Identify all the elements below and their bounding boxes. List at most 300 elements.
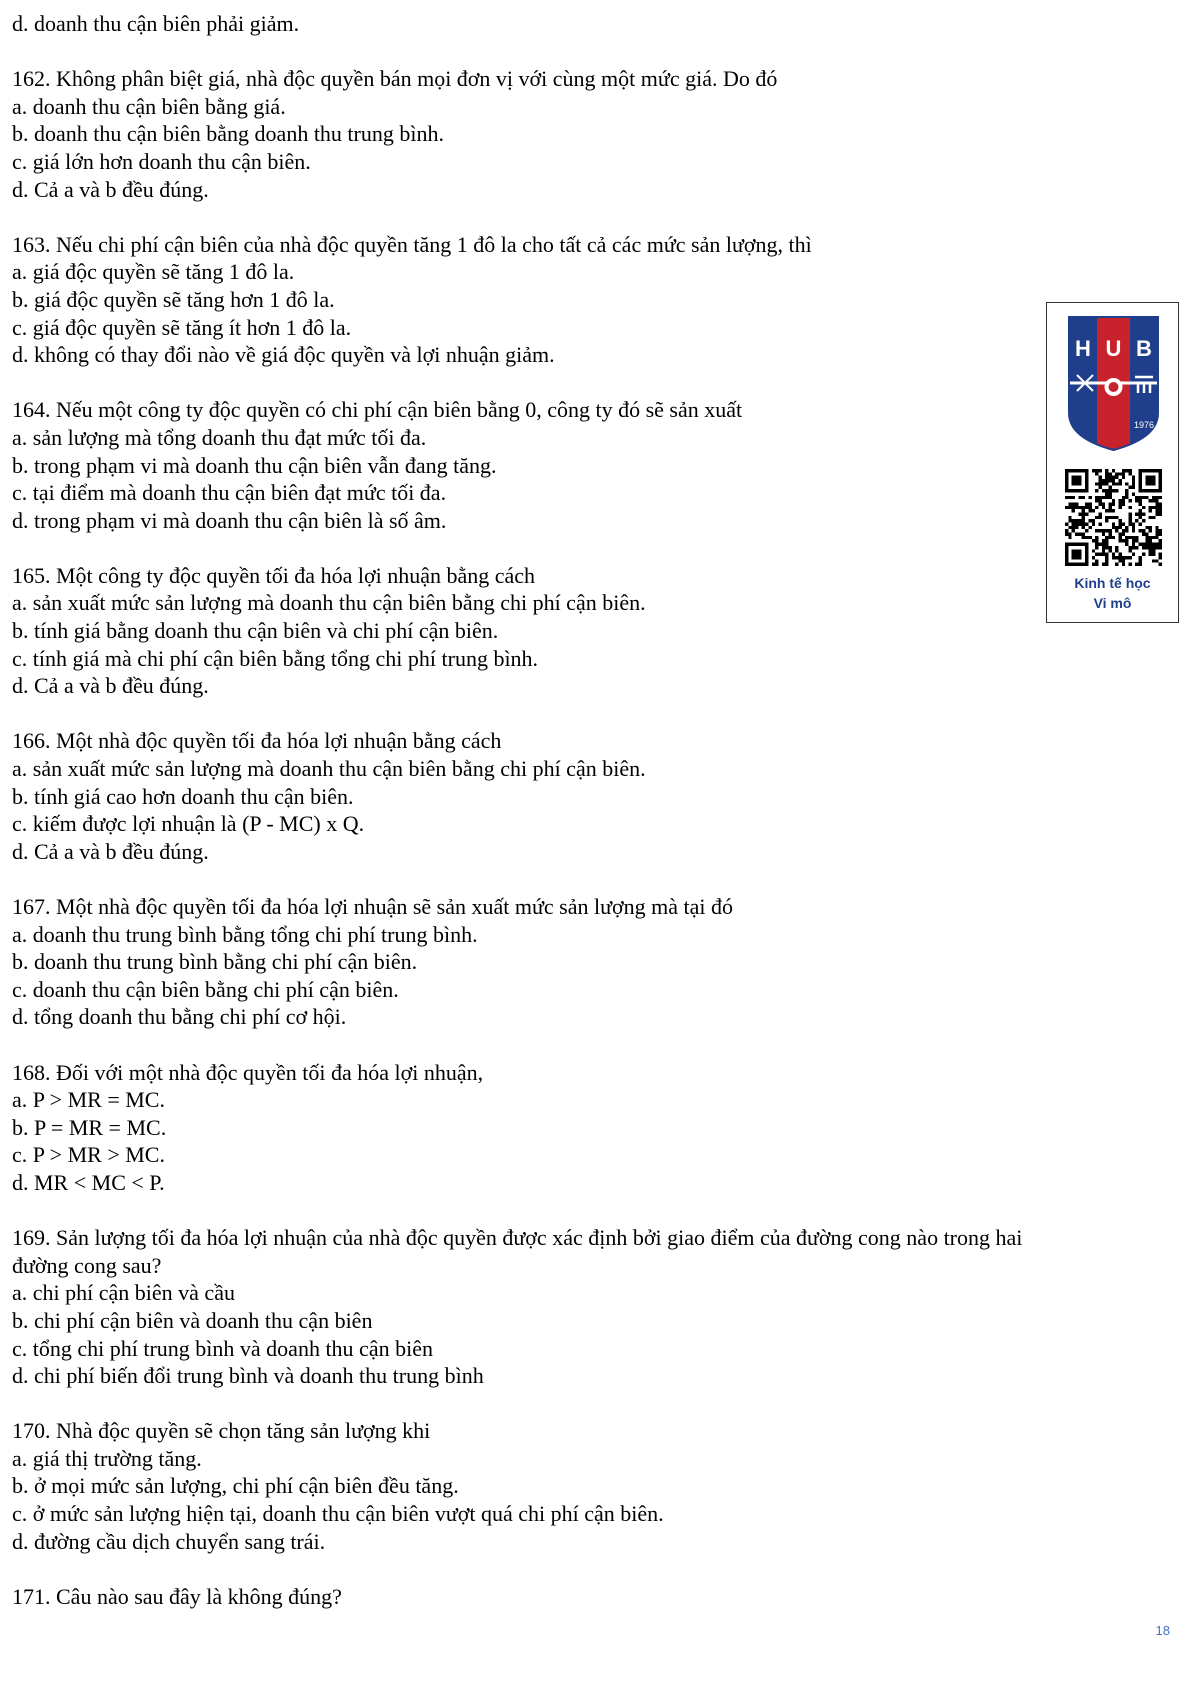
qr-module (1139, 512, 1142, 515)
qr-module (1119, 506, 1122, 509)
qr-module (1129, 472, 1132, 475)
question-text: 163. Nếu chi phí cận biên của nhà độc quyền tăng 1 đô la cho tất cả các mức sản lượng, thì (12, 231, 812, 257)
qr-module (1075, 502, 1078, 505)
logo-letter-h: H (1075, 336, 1091, 361)
qr-module (1098, 553, 1101, 556)
qr-module (1119, 539, 1122, 542)
qr-module (1065, 472, 1068, 475)
qr-module (1149, 506, 1152, 509)
qr-module (1072, 479, 1075, 482)
qr-module (1149, 543, 1152, 546)
qr-module (1072, 519, 1075, 522)
qr-module (1105, 563, 1108, 566)
qr-module (1125, 539, 1128, 542)
qr-module (1092, 519, 1095, 522)
qr-module (1112, 516, 1115, 519)
qr-module (1135, 563, 1138, 566)
qr-module (1149, 469, 1152, 472)
qr-module (1132, 482, 1135, 485)
qr-module (1142, 543, 1145, 546)
qr-module (1082, 533, 1085, 536)
qr-module (1098, 523, 1101, 526)
qr-module (1102, 482, 1105, 485)
qr-module (1092, 509, 1095, 512)
answer-option: d. Cả a và b đều đúng. (12, 673, 209, 699)
qr-module (1085, 479, 1088, 482)
qr-module (1112, 469, 1115, 472)
qr-module (1129, 499, 1132, 502)
qr-module (1095, 506, 1098, 509)
qr-module (1108, 496, 1111, 499)
qr-module (1102, 549, 1105, 552)
answer-option: a. doanh thu cận biên bằng giá. (12, 93, 286, 119)
qr-module (1132, 492, 1135, 495)
qr-module (1159, 469, 1162, 472)
qr-module (1129, 546, 1132, 549)
qr-module (1078, 496, 1081, 499)
qr-module (1092, 523, 1095, 526)
qr-module (1075, 549, 1078, 552)
qr-module (1068, 536, 1071, 539)
blank-line (12, 203, 1162, 231)
qr-module (1098, 486, 1101, 489)
qr-module (1159, 479, 1162, 482)
qr-module (1102, 553, 1105, 556)
qr-module (1155, 546, 1158, 549)
qr-module (1155, 502, 1158, 505)
blank-line (12, 1197, 1162, 1225)
qr-module (1135, 496, 1138, 499)
qr-module (1145, 479, 1148, 482)
hub-logo (1065, 313, 1162, 453)
qr-module (1105, 536, 1108, 539)
qr-module (1129, 556, 1132, 559)
question-text: 166. Một nhà độc quyền tối đa hóa lợi nhuận bằng cách (12, 728, 502, 754)
qr-module (1068, 469, 1071, 472)
qr-module (1145, 526, 1148, 529)
answer-option: c. doanh thu cận biên bằng chi phí cận biên. (12, 976, 399, 1002)
qr-module (1125, 536, 1128, 539)
qr-module (1075, 489, 1078, 492)
qr-module (1155, 529, 1158, 532)
qr-module (1095, 489, 1098, 492)
qr-module (1078, 479, 1081, 482)
qr-module (1149, 536, 1152, 539)
qr-module (1142, 553, 1145, 556)
question-text: 167. Một nhà độc quyền tối đa hóa lợi nhuận sẽ sản xuất mức sản lượng mà tại đó (12, 894, 734, 919)
qr-module (1132, 526, 1135, 529)
qr-module (1152, 516, 1155, 519)
qr-module (1095, 539, 1098, 542)
qr-module (1135, 546, 1138, 549)
qr-module (1078, 523, 1081, 526)
qr-module (1075, 519, 1078, 522)
qr-module (1065, 549, 1068, 552)
qr-module (1132, 536, 1135, 539)
qr-module (1108, 476, 1111, 479)
qr-module (1125, 529, 1128, 532)
qr-module (1102, 496, 1105, 499)
qr-module (1152, 476, 1155, 479)
qr-module (1159, 489, 1162, 492)
qr-module (1085, 502, 1088, 505)
qr-module (1129, 536, 1132, 539)
qr-module (1075, 469, 1078, 472)
qr-module (1119, 559, 1122, 562)
blank-line (12, 534, 1162, 562)
logo-letter-b: B (1136, 336, 1152, 361)
qr-module (1105, 529, 1108, 532)
brand-caption-title: Kinh tế học (1074, 575, 1151, 591)
qr-module (1149, 509, 1152, 512)
qr-module (1102, 546, 1105, 549)
blank-line (12, 700, 1162, 728)
qr-module (1149, 549, 1152, 552)
qr-module (1068, 563, 1071, 566)
qr-module (1129, 563, 1132, 566)
qr-module (1095, 543, 1098, 546)
qr-module (1149, 489, 1152, 492)
qr-module (1135, 519, 1138, 522)
qr-module (1132, 539, 1135, 542)
qr-module (1065, 469, 1068, 472)
qr-module (1155, 543, 1158, 546)
answer-option: a. sản xuất mức sản lượng mà doanh thu cận biên bằng chi phí cận biên. (12, 590, 646, 616)
qr-module (1115, 482, 1118, 485)
answer-option: b. giá độc quyền sẽ tăng hơn 1 đô la. (12, 286, 335, 312)
qr-module (1078, 512, 1081, 515)
qr-module (1155, 536, 1158, 539)
answer-option: b. doanh thu trung bình bằng chi phí cận biên. (12, 949, 418, 975)
qr-module (1105, 553, 1108, 556)
document-body (12, 10, 1162, 1610)
page-number: 18 (1155, 1623, 1170, 1638)
qr-module (1085, 523, 1088, 526)
qr-module (1082, 469, 1085, 472)
answer-option: a. giá thị trường tăng. (12, 1445, 202, 1471)
qr-module (1088, 536, 1091, 539)
qr-module (1122, 476, 1125, 479)
qr-module (1105, 539, 1108, 542)
qr-module (1085, 489, 1088, 492)
qr-module (1072, 489, 1075, 492)
qr-module (1068, 533, 1071, 536)
qr-module (1095, 496, 1098, 499)
qr-module (1152, 489, 1155, 492)
answer-option: b. P = MR = MC. (12, 1114, 167, 1140)
blank-line (12, 1555, 1162, 1583)
qr-module (1122, 533, 1125, 536)
answer-option: b. tính giá cao hơn doanh thu cận biên. (12, 783, 354, 809)
qr-module (1145, 546, 1148, 549)
qr-module (1112, 482, 1115, 485)
qr-module (1115, 529, 1118, 532)
qr-module (1139, 489, 1142, 492)
qr-module (1102, 543, 1105, 546)
qr-module (1078, 506, 1081, 509)
qr-module (1145, 476, 1148, 479)
qr-module (1159, 482, 1162, 485)
qr-module (1119, 526, 1122, 529)
qr-module (1085, 512, 1088, 515)
qr-module (1092, 563, 1095, 566)
qr-module (1095, 563, 1098, 566)
qr-module (1108, 502, 1111, 505)
logo-letter-u: U (1105, 336, 1122, 361)
qr-module (1072, 529, 1075, 532)
qr-module (1115, 549, 1118, 552)
qr-module (1125, 492, 1128, 495)
qr-module (1122, 556, 1125, 559)
blank-line (12, 38, 1162, 66)
qr-module (1072, 563, 1075, 566)
qr-module (1098, 499, 1101, 502)
qr-module (1159, 472, 1162, 475)
qr-module (1122, 496, 1125, 499)
qr-module (1075, 533, 1078, 536)
qr-module (1102, 502, 1105, 505)
qr-module (1085, 543, 1088, 546)
qr-module (1119, 523, 1122, 526)
answer-option: c. ở mức sản lượng hiện tại, doanh thu cận biên vượt quá chi phí cận biên. (12, 1501, 664, 1527)
answer-option: c. tính giá mà chi phí cận biên bằng tổng chi phí trung bình. (12, 645, 539, 671)
qr-module (1139, 496, 1142, 499)
qr-module (1115, 526, 1118, 529)
qr-module (1149, 482, 1152, 485)
qr-module (1135, 539, 1138, 542)
qr-module (1078, 469, 1081, 472)
qr-module (1129, 486, 1132, 489)
qr-module (1102, 479, 1105, 482)
question-text: 165. Một công ty độc quyền tối đa hóa lợi nhuận bằng cách (12, 562, 536, 588)
qr-module (1082, 489, 1085, 492)
qr-module (1078, 482, 1081, 485)
qr-module (1155, 512, 1158, 515)
qr-module (1085, 536, 1088, 539)
qr-module (1065, 482, 1068, 485)
qr-module (1068, 496, 1071, 499)
qr-module (1132, 546, 1135, 549)
qr-module (1078, 543, 1081, 546)
qr-module (1085, 482, 1088, 485)
qr-module (1132, 529, 1135, 532)
qr-module (1095, 516, 1098, 519)
qr-module (1108, 492, 1111, 495)
qr-module (1095, 546, 1098, 549)
qr-module (1072, 476, 1075, 479)
qr-module (1132, 553, 1135, 556)
qr-module (1065, 543, 1068, 546)
qr-module (1145, 489, 1148, 492)
qr-module (1155, 526, 1158, 529)
qr-module (1159, 506, 1162, 509)
qr-module (1092, 469, 1095, 472)
qr-module (1095, 553, 1098, 556)
qr-module (1102, 529, 1105, 532)
answer-option: c. giá lớn hơn doanh thu cận biên. (12, 148, 311, 174)
qr-module (1152, 496, 1155, 499)
qr-module (1139, 556, 1142, 559)
qr-module (1112, 502, 1115, 505)
qr-module (1155, 509, 1158, 512)
qr-module (1112, 476, 1115, 479)
qr-module (1098, 469, 1101, 472)
qr-module (1149, 499, 1152, 502)
qr-module (1108, 486, 1111, 489)
answer-option: c. kiếm được lợi nhuận là (P - MC) x Q. (12, 811, 365, 837)
qr-module (1159, 563, 1162, 566)
qr-module (1159, 496, 1162, 499)
qr-module (1082, 563, 1085, 566)
qr-module (1149, 546, 1152, 549)
answer-option: b. trong phạm vi mà doanh thu cận biên vẫn đang tăng. (12, 452, 497, 478)
qr-module (1145, 543, 1148, 546)
question-text: 168. Đối với một nhà độc quyền tối đa hóa lợi nhuận, (12, 1059, 484, 1085)
qr-module (1155, 533, 1158, 536)
qr-module (1105, 492, 1108, 495)
qr-module (1155, 469, 1158, 472)
qr-module (1155, 489, 1158, 492)
qr-module (1105, 509, 1108, 512)
answer-option: d. Cả a và b đều đúng. (12, 838, 209, 864)
qr-module (1132, 486, 1135, 489)
qr-module (1085, 486, 1088, 489)
qr-module (1085, 563, 1088, 566)
qr-module (1142, 496, 1145, 499)
qr-module (1119, 479, 1122, 482)
question-text: 171. Câu nào sau đây là không đúng? (12, 1583, 342, 1609)
qr-module (1122, 563, 1125, 566)
qr-module (1095, 469, 1098, 472)
qr-module (1078, 489, 1081, 492)
qr-module (1085, 529, 1088, 532)
qr-module (1108, 516, 1111, 519)
qr-module (1139, 469, 1142, 472)
qr-module (1088, 496, 1091, 499)
qr-module (1142, 506, 1145, 509)
qr-module (1152, 479, 1155, 482)
qr-module (1065, 529, 1068, 532)
qr-module (1105, 543, 1108, 546)
answer-option: b. doanh thu cận biên bằng doanh thu trung bình. (12, 121, 444, 147)
qr-module (1135, 512, 1138, 515)
qr-module (1068, 489, 1071, 492)
qr-module (1145, 536, 1148, 539)
answer-option: c. giá độc quyền sẽ tăng ít hơn 1 đô la. (12, 314, 352, 340)
qr-module (1125, 543, 1128, 546)
qr-module (1075, 482, 1078, 485)
qr-module (1122, 523, 1125, 526)
qr-module (1065, 479, 1068, 482)
blank-line (12, 865, 1162, 893)
qr-module (1082, 496, 1085, 499)
qr-module (1082, 506, 1085, 509)
qr-module (1139, 499, 1142, 502)
qr-module (1122, 499, 1125, 502)
answer-option: a. sản lượng mà tổng doanh thu đạt mức tối đa. (12, 424, 427, 450)
qr-module (1139, 563, 1142, 566)
qr-module (1108, 536, 1111, 539)
qr-module (1075, 553, 1078, 556)
qr-module (1122, 559, 1125, 562)
qr-module (1095, 499, 1098, 502)
qr-module (1108, 472, 1111, 475)
qr-module (1075, 543, 1078, 546)
qr-module (1135, 499, 1138, 502)
answer-option: b. tính giá bằng doanh thu cận biên và chi phí cận biên. (12, 618, 499, 644)
qr-module (1145, 469, 1148, 472)
qr-module (1139, 523, 1142, 526)
qr-module (1092, 539, 1095, 542)
qr-module (1105, 559, 1108, 562)
qr-module (1112, 499, 1115, 502)
qr-module (1098, 496, 1101, 499)
answer-option: d. doanh thu cận biên phải giảm. (12, 11, 300, 36)
qr-module (1095, 482, 1098, 485)
qr-module (1159, 486, 1162, 489)
qr-module (1078, 476, 1081, 479)
qr-module (1075, 526, 1078, 529)
qr-module (1112, 509, 1115, 512)
qr-module (1125, 489, 1128, 492)
qr-module (1108, 506, 1111, 509)
qr-module (1098, 502, 1101, 505)
answer-option: d. không có thay đổi nào về giá độc quyền và lợi nhuận giảm. (12, 342, 555, 368)
qr-module (1132, 476, 1135, 479)
qr-module (1149, 476, 1152, 479)
qr-module (1088, 519, 1091, 522)
answer-option: a. sản xuất mức sản lượng mà doanh thu cận biên bằng chi phí cận biên. (12, 756, 646, 782)
text-line: đường cong sau? (12, 1252, 162, 1278)
qr-module (1125, 556, 1128, 559)
qr-module (1068, 502, 1071, 505)
qr-module (1085, 546, 1088, 549)
qr-module (1129, 519, 1132, 522)
qr-module (1105, 516, 1108, 519)
qr-module (1152, 506, 1155, 509)
answer-option: d. đường cầu dịch chuyển sang trái. (12, 1528, 326, 1554)
qr-module (1112, 479, 1115, 482)
qr-module (1122, 502, 1125, 505)
qr-module (1112, 536, 1115, 539)
qr-module (1095, 559, 1098, 562)
qr-module (1078, 553, 1081, 556)
qr-module (1125, 496, 1128, 499)
qr-module (1085, 469, 1088, 472)
qr-module (1072, 502, 1075, 505)
qr-module (1125, 482, 1128, 485)
qr-module (1102, 533, 1105, 536)
qr-module (1149, 516, 1152, 519)
qr-module (1139, 502, 1142, 505)
qr-module (1135, 536, 1138, 539)
qr-module (1065, 476, 1068, 479)
qr-module (1072, 506, 1075, 509)
qr-module (1139, 529, 1142, 532)
blank-line (12, 369, 1162, 397)
qr-module (1068, 543, 1071, 546)
qr-module (1108, 509, 1111, 512)
qr-module (1082, 536, 1085, 539)
qr-module (1082, 526, 1085, 529)
qr-module (1159, 539, 1162, 542)
brand-card (1046, 302, 1179, 623)
qr-module (1082, 543, 1085, 546)
qr-module (1065, 486, 1068, 489)
qr-module (1139, 509, 1142, 512)
qr-module (1119, 556, 1122, 559)
qr-module (1072, 526, 1075, 529)
